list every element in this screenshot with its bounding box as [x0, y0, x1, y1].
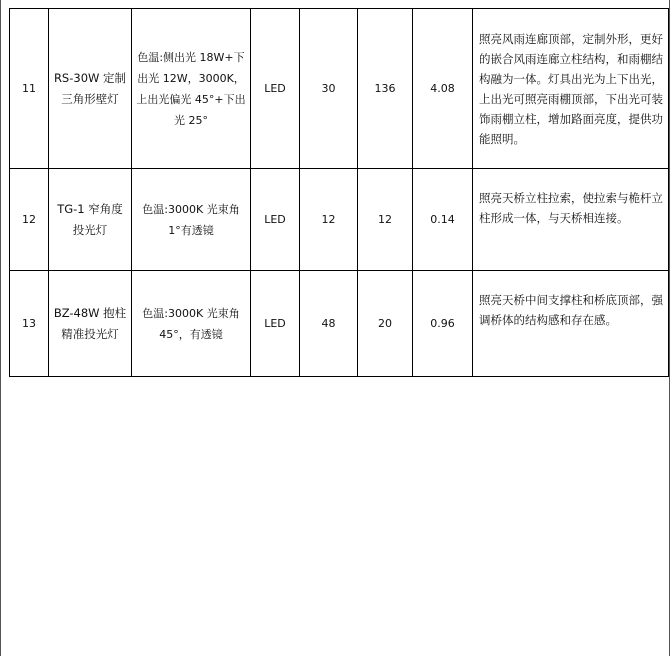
- cell-description: 照亮天桥立柱拉索，使拉索与桅杆立柱形成一体，与天桥相连接。: [473, 169, 669, 271]
- cell-description: 照亮天桥中间支撑柱和桥底顶部，强调桥体的结构感和存在感。: [473, 271, 669, 377]
- cell-source: LED: [251, 169, 300, 271]
- cell-source: LED: [251, 271, 300, 377]
- cell-name: BZ-48W 抱柱精准投光灯: [49, 271, 132, 377]
- cell-power: 30: [300, 9, 358, 169]
- cell-quantity: 20: [358, 271, 413, 377]
- cell-power: 12: [300, 169, 358, 271]
- cell-name: TG-1 窄角度投光灯: [49, 169, 132, 271]
- cell-no: 13: [10, 271, 49, 377]
- cell-description: 照亮风雨连廊顶部，定制外形，更好的嵌合风雨连廊立柱结构，和雨棚结构融为一体。灯具出光为上下出光，上出光可照亮雨棚顶部，下出光可装饰雨棚立柱，增加路面亮度，提供功能照明。: [473, 9, 669, 169]
- cell-source: LED: [251, 9, 300, 169]
- lighting-spec-table: [9, 8, 669, 377]
- cell-quantity: 136: [358, 9, 413, 169]
- cell-no: 12: [10, 169, 49, 271]
- cell-total: 4.08: [413, 9, 473, 169]
- table-row: [10, 271, 669, 377]
- cell-color-temp: 色温:3000K 光束角 45°，有透镜: [132, 271, 251, 377]
- cell-quantity: 12: [358, 169, 413, 271]
- cell-name: RS-30W 定制三角形壁灯: [49, 9, 132, 169]
- cell-no: 11: [10, 9, 49, 169]
- cell-color-temp: 色温:侧出光 18W+下出光 12W，3000K，上出光偏光 45°+下出光 25°: [132, 9, 251, 169]
- cell-total: 0.14: [413, 169, 473, 271]
- table-row: [10, 169, 669, 271]
- cell-color-temp: 色温:3000K 光束角 1°有透镜: [132, 169, 251, 271]
- cell-power: 48: [300, 271, 358, 377]
- cell-total: 0.96: [413, 271, 473, 377]
- table-row: [10, 9, 669, 169]
